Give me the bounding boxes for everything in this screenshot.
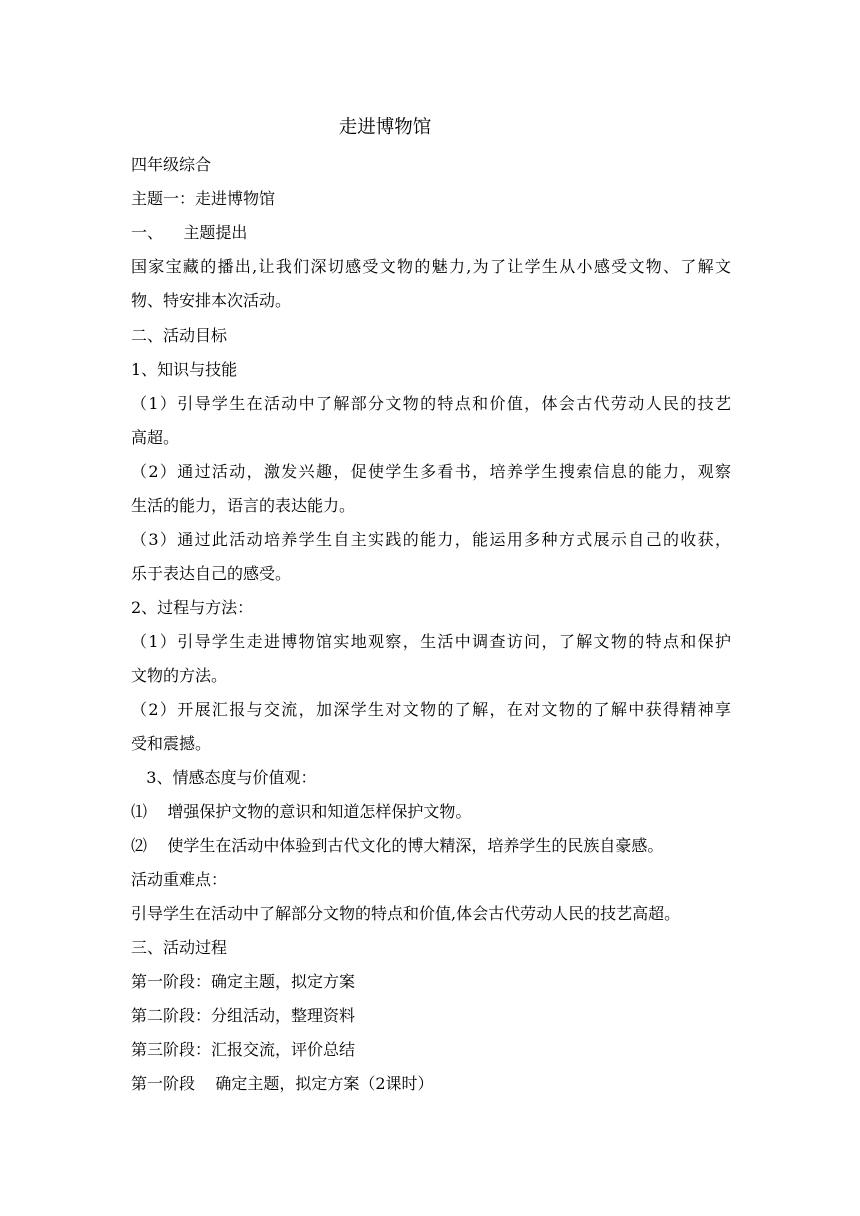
subheading-process-methods: 2、过程与方法：	[131, 598, 254, 617]
paragraph-line: 引导学生在活动中了解部分文物的特点和价值,体会古代劳动人民的技艺高超。	[131, 904, 681, 923]
paragraph-line: 乐于表达自己的感受。	[131, 564, 292, 583]
subheading-key-points: 活动重难点：	[131, 870, 228, 889]
stage-heading: 第一阶段 确定主题，拟定方案（2课时）	[131, 1074, 434, 1093]
paragraph-line: 国家宝藏的播出,让我们深切感受文物的魅力,为了让学生从小感受文物、了解文	[131, 257, 731, 276]
section-heading-objectives: 二、活动目标	[131, 326, 228, 345]
subheading-attitudes-values: 3、情感态度与价值观：	[131, 768, 317, 787]
paragraph-line: （2）开展汇报与交流，加深学生对文物的了解，在对文物的了解中获得精神享	[131, 700, 731, 719]
document-title: 走进博物馆	[338, 117, 432, 138]
section-heading-activity-process: 三、活动过程	[131, 938, 228, 957]
paragraph-line: （1）引导学生走进博物馆实地观察，生活中调查访问，了解文物的特点和保护	[131, 632, 731, 651]
stage-line: 第三阶段：汇报交流，评价总结	[131, 1040, 356, 1059]
stage-line: 第二阶段：分组活动，整理资料	[131, 1006, 356, 1025]
paragraph-line: 受和震撼。	[131, 734, 212, 753]
paragraph-line: （1）引导学生在活动中了解部分文物的特点和价值，体会古代劳动人民的技艺	[131, 394, 731, 413]
stage-line: 第一阶段：确定主题，拟定方案	[131, 972, 356, 991]
paragraph-line: （3）通过此活动培养学生自主实践的能力，能运用多种方式展示自己的收获，	[131, 530, 731, 549]
list-item: ⑴ 增强保护文物的意识和知道怎样保护文物。	[131, 802, 472, 821]
paragraph-line: 文物的方法。	[131, 666, 228, 685]
theme-heading: 主题一：走进博物馆	[131, 189, 276, 208]
paragraph-line: 生活的能力，语言的表达能力。	[131, 496, 356, 515]
grade-subject: 四年级综合	[131, 155, 212, 174]
paragraph-line: （2）通过活动，激发兴趣，促使学生多看书，培养学生搜索信息的能力，观察	[131, 462, 731, 481]
paragraph-line: 高超。	[131, 428, 180, 447]
section-heading-theme-proposal: 一、 主题提出	[131, 223, 248, 242]
subheading-knowledge-skills: 1、知识与技能	[131, 360, 238, 379]
paragraph-line: 物、特安排本次活动。	[131, 291, 292, 310]
list-item: ⑵ 使学生在活动中体验到古代文化的博大精深，培养学生的民族自豪感。	[131, 836, 664, 855]
